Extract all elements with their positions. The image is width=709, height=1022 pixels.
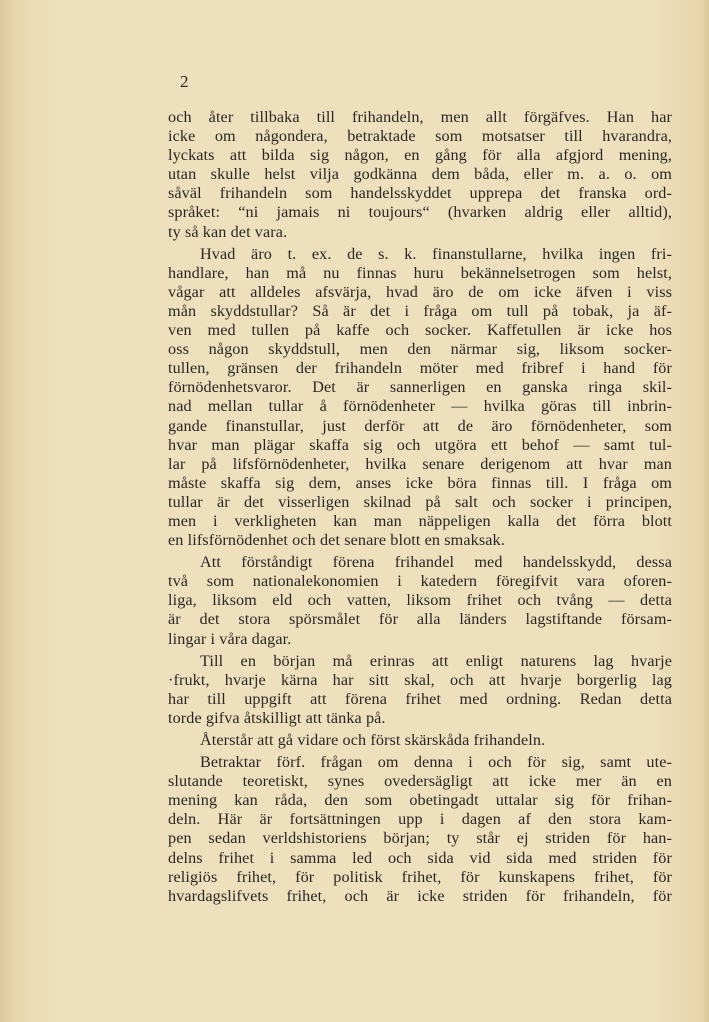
text-line: har till uppgift att förena frihet med ordning. Redan detta bbox=[168, 689, 672, 708]
text-line: tullar är det visserligen skilnad på salt och socker i principen, bbox=[168, 492, 672, 511]
text-line: icke om någondera, betraktade som motsatser till hvarandra, bbox=[168, 127, 672, 146]
text-line: vågar att alldeles afsvärja, hvad äro de om icke äfven i viss bbox=[168, 282, 672, 301]
text-line: Att förståndigt förena frihandel med handelsskydd, dessa bbox=[200, 553, 672, 572]
text-line: Hvad äro t. ex. de s. k. finanstullarne, hvilka ingen fri- bbox=[200, 244, 672, 263]
text-line: nad mellan tullar å förnödenheter — hvilka göras till inbrin- bbox=[168, 397, 672, 416]
text-line: ven med tullen på kaffe och socker. Kaffetullen är icke hos bbox=[168, 321, 672, 340]
page-number: 2 bbox=[180, 72, 189, 91]
text-line: mån skyddstullar? Så är det i fråga om tull på tobak, ja äf- bbox=[168, 301, 672, 320]
body-text bbox=[168, 108, 672, 906]
text-line: gande finanstullar, just derför att de äro förnödenheter, som bbox=[168, 416, 672, 435]
text-line: såväl frihandeln som handelsskyddet upprepa det franska ord- bbox=[168, 184, 672, 203]
text-line: deln. Här är fortsättningen upp i dagen af den stora kam- bbox=[168, 810, 672, 829]
text-line: två som nationalekonomien i katedern föregifvit vara oforen- bbox=[168, 572, 672, 591]
text-line: lyckats att bilda sig någon, en gång för alla afgjord mening, bbox=[168, 146, 672, 165]
text-line: är det stora spörsmålet för alla länders lagstiftande försam- bbox=[168, 610, 672, 629]
text-line: torde gifva åtskilligt att tänka på. bbox=[168, 708, 386, 727]
text-line: Betraktar förf. frågan om denna i och för sig, samt ute- bbox=[200, 753, 672, 772]
text-line: slutande teoretiskt, synes ovedersägligt att icke mer än en bbox=[168, 772, 672, 791]
text-line: tullen, gränsen der frihandeln möter med fribref i hand för bbox=[168, 359, 672, 378]
text-line: ·frukt, hvarje kärna har sitt skal, och att hvarje borgerlig lag bbox=[168, 670, 672, 689]
text-line: språket: “ni jamais ni toujours“ (hvarken aldrig eller alltid), bbox=[168, 203, 672, 222]
text-line: lar på lifsförnödenheter, hvilka senare derigenom att hvar man bbox=[168, 454, 672, 473]
text-line: delns frihet i samma led och sida vid sida med striden för bbox=[168, 848, 672, 867]
text-line: handlare, han må nu finnas huru bekännelsetrogen som helst, bbox=[168, 263, 672, 282]
text-line: liga, liksom eld och vatten, liksom frihet och tvång — detta bbox=[168, 591, 672, 610]
text-line: förnödenhetsvaror. Det är sannerligen en ganska ringa skil- bbox=[168, 378, 672, 397]
text-line: lingar i våra dagar. bbox=[168, 629, 292, 648]
text-line: hvardagslifvets frihet, och är icke striden för frihandeln, för bbox=[168, 886, 672, 905]
text-line: pen sedan verldshistoriens början; ty står ej striden för han- bbox=[168, 829, 672, 848]
text-line: en lifsförnödenhet och det senare blott en smaksak. bbox=[168, 531, 505, 550]
text-line: Till en början må erinras att enligt naturens lag hvarje bbox=[200, 651, 672, 670]
text-line: och åter tillbaka till frihandeln, men allt förgäfves. Han har bbox=[168, 108, 672, 126]
text-line: Återstår att gå vidare och först skärskåda frihandeln. bbox=[200, 731, 546, 749]
text-line: hvar man plägar skaffa sig och utgöra ett behof — samt tul- bbox=[168, 435, 672, 454]
text-line: ty så kan det vara. bbox=[168, 222, 288, 241]
text-line: måste skaffa sig dem, anses icke böra finnas till. I fråga om bbox=[168, 473, 672, 492]
text-line: religiös frihet, för politisk frihet, för kunskapens frihet, för bbox=[168, 867, 672, 886]
text-line: mening kan råda, den som obetingadt uttalar sig för frihan- bbox=[168, 791, 672, 810]
text-line: men i verkligheten kan man näppeligen kalla det förra blott bbox=[168, 511, 672, 530]
text-line: utan skulle helst vilja godkänna dem båda, eller m. a. o. om bbox=[168, 165, 672, 184]
text-line: oss någon skyddstull, men den närmar sig, liksom socker- bbox=[168, 340, 672, 359]
